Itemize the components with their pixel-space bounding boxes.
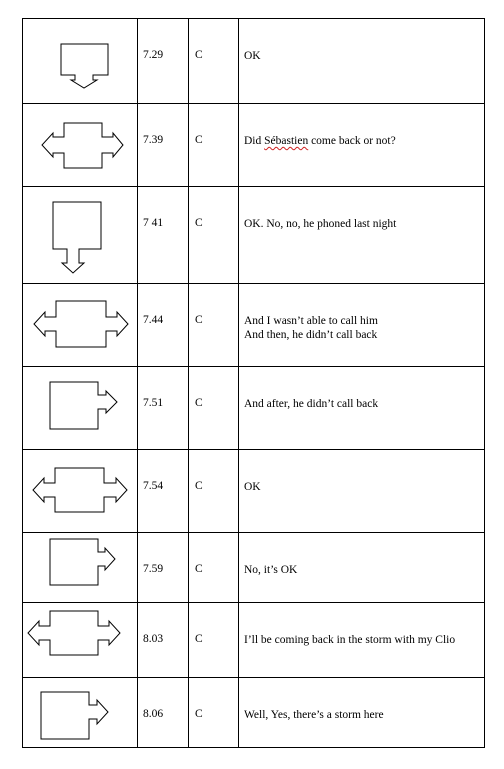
utterance-cell — [239, 367, 485, 450]
speaker-cell: C — [189, 678, 239, 748]
table-row — [23, 19, 485, 104]
table-row — [23, 678, 485, 748]
time-cell: 7.54 — [138, 450, 189, 533]
transcript-table — [22, 18, 485, 748]
speaker-cell: C — [189, 104, 239, 187]
speaker-cell: C — [189, 603, 239, 678]
icon-cell — [23, 367, 138, 450]
utterance-line: OK — [244, 481, 261, 493]
utterance-line: I’ll be coming back in the storm with my Clio — [244, 634, 456, 646]
utterance-line: And then, he didn’t call back — [244, 329, 378, 341]
arrow-down-icon — [23, 19, 138, 103]
utterance-cell — [239, 19, 485, 104]
utterance-cell — [239, 533, 485, 603]
utterance-line: Well, Yes, there’s a storm here — [244, 709, 384, 721]
table-row — [23, 187, 485, 284]
time-cell: 7.29 — [138, 19, 189, 104]
time-cell: 8.06 — [138, 678, 189, 748]
time-cell: 7.39 — [138, 104, 189, 187]
icon-cell — [23, 678, 138, 748]
arrows-left-right-icon — [23, 603, 138, 677]
arrow-right-icon — [23, 367, 138, 449]
table-row — [23, 533, 485, 603]
table-row — [23, 284, 485, 367]
utterance-line: Did Sébastien come back or not? — [244, 135, 396, 147]
icon-cell — [23, 603, 138, 678]
icon-cell — [23, 19, 138, 104]
utterance-cell — [239, 104, 485, 187]
speaker-cell: C — [189, 367, 239, 450]
utterance-cell — [239, 187, 485, 284]
arrows-left-right-icon — [23, 104, 138, 186]
utterance-line: No, it’s OK — [244, 564, 298, 576]
time-cell: 7.44 — [138, 284, 189, 367]
utterance-cell — [239, 603, 485, 678]
arrow-right-icon — [23, 533, 138, 602]
icon-cell — [23, 187, 138, 284]
table-row — [23, 367, 485, 450]
arrow-down-icon — [23, 187, 138, 283]
utterance-line: OK — [244, 50, 261, 62]
speaker-cell: C — [189, 450, 239, 533]
time-cell: 8.03 — [138, 603, 189, 678]
speaker-cell: C — [189, 533, 239, 603]
time-cell: 7.59 — [138, 533, 189, 603]
utterance-line: OK. No, no, he phoned last night — [244, 218, 397, 230]
arrows-left-right-icon — [23, 284, 138, 366]
icon-cell — [23, 533, 138, 603]
utterance-cell — [239, 678, 485, 748]
utterance-line: And I wasn’t able to call him — [244, 315, 378, 327]
time-cell: 7.51 — [138, 367, 189, 450]
utterance-cell — [239, 284, 485, 367]
icon-cell — [23, 104, 138, 187]
speaker-cell: C — [189, 187, 239, 284]
utterance-line: And after, he didn’t call back — [244, 398, 379, 410]
table-row — [23, 104, 485, 187]
arrows-left-right-icon — [23, 450, 138, 532]
utterance-cell — [239, 450, 485, 533]
speaker-cell: C — [189, 284, 239, 367]
table-row — [23, 603, 485, 678]
arrow-right-icon — [23, 678, 138, 747]
spellcheck-flagged-word[interactable]: Sébastien — [264, 135, 309, 147]
time-cell: 7 41 — [138, 187, 189, 284]
icon-cell — [23, 284, 138, 367]
speaker-cell: C — [189, 19, 239, 104]
table-row — [23, 450, 485, 533]
icon-cell — [23, 450, 138, 533]
